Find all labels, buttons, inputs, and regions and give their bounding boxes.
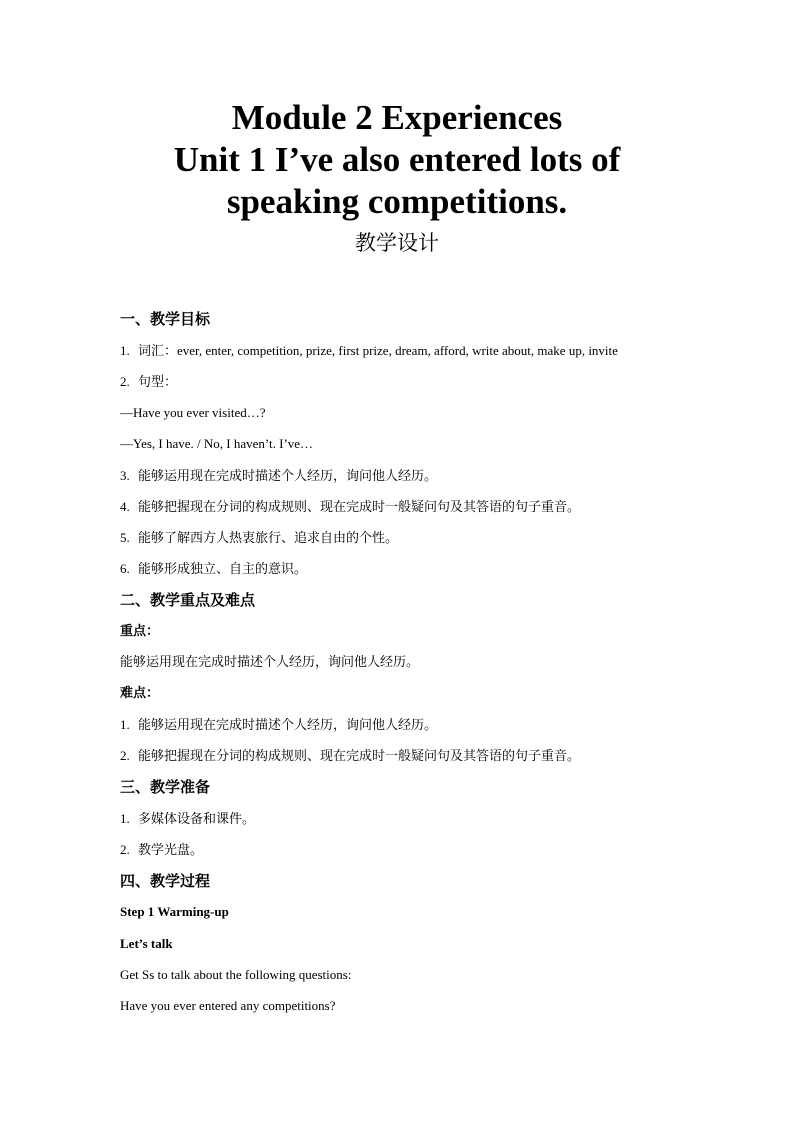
section-heading-objectives: 一、教学目标 <box>120 310 211 328</box>
item-text: 能够运用现在完成时描述个人经历，询问他人经历。 <box>138 718 438 733</box>
section-heading-process: 四、教学过程 <box>120 872 211 890</box>
item-number: 2. <box>120 374 130 389</box>
item-text: 能够把握现在分词的构成规则、现在完成时一般疑问句及其答语的句子重音。 <box>138 500 581 515</box>
objective-item-4 <box>120 498 580 517</box>
item-text: 能够运用现在完成时描述个人经历，询问他人经历。 <box>138 469 438 484</box>
item-text: 多媒体设备和课件。 <box>138 812 256 827</box>
title-unit-continued: speaking competitions. <box>226 182 568 221</box>
section-heading-key-points: 二、教学重点及难点 <box>120 591 256 609</box>
instruction-text: Get Ss to talk about the following questions: <box>120 967 352 982</box>
item-number: 4. <box>120 499 130 514</box>
item-number: 6. <box>120 561 130 576</box>
dialog-line-answer: —Yes, I have. / No, I haven’t. I’ve… <box>120 436 314 451</box>
item-text: 能够把握现在分词的构成规则、现在完成时一般疑问句及其答语的句子重音。 <box>138 749 581 764</box>
key-point-label: 重点： <box>120 624 160 639</box>
objective-item-5 <box>120 529 398 548</box>
step-1-heading: Step 1 Warming-up <box>120 904 229 919</box>
vocab-label: 词汇： <box>138 344 178 359</box>
title-unit: Unit 1 I’ve also entered lots of <box>173 140 621 179</box>
objective-item-6 <box>120 560 307 579</box>
item-number: 2. <box>120 842 130 857</box>
key-point-text: 能够运用现在完成时描述个人经历，询问他人经历。 <box>120 655 420 670</box>
objective-item-2 <box>120 373 177 392</box>
preparation-item-1 <box>120 810 255 829</box>
vocab-text: ever, enter, competition, prize, first prize, dream, afford, write about, make up, invite <box>177 343 618 358</box>
lets-talk-heading: Let’s talk <box>120 936 173 951</box>
objective-item-3 <box>120 467 437 486</box>
item-text: 教学光盘。 <box>138 843 204 858</box>
difficult-item-1 <box>120 716 437 735</box>
difficult-item-2 <box>120 747 580 766</box>
sentence-pattern-label: 句型： <box>138 375 178 390</box>
title-module: Module 2 Experiences <box>231 98 563 137</box>
item-number: 1. <box>120 717 130 732</box>
item-number: 5. <box>120 530 130 545</box>
preparation-item-2 <box>120 841 203 860</box>
item-text: 能够形成独立、自主的意识。 <box>138 562 308 577</box>
item-number: 1. <box>120 343 130 358</box>
section-heading-preparation: 三、教学准备 <box>120 778 211 796</box>
item-number: 1. <box>120 811 130 826</box>
dialog-line-question: —Have you ever visited…? <box>120 405 266 420</box>
title-block <box>0 97 794 257</box>
subtitle: 教学设计 <box>355 231 439 255</box>
difficult-point-label: 难点： <box>120 686 160 701</box>
item-number: 2. <box>120 748 130 763</box>
item-text: 能够了解西方人热衷旅行、追求自由的个性。 <box>138 531 399 546</box>
question-text: Have you ever entered any competitions? <box>120 998 336 1013</box>
objective-item-1 <box>120 342 618 361</box>
item-number: 3. <box>120 468 130 483</box>
